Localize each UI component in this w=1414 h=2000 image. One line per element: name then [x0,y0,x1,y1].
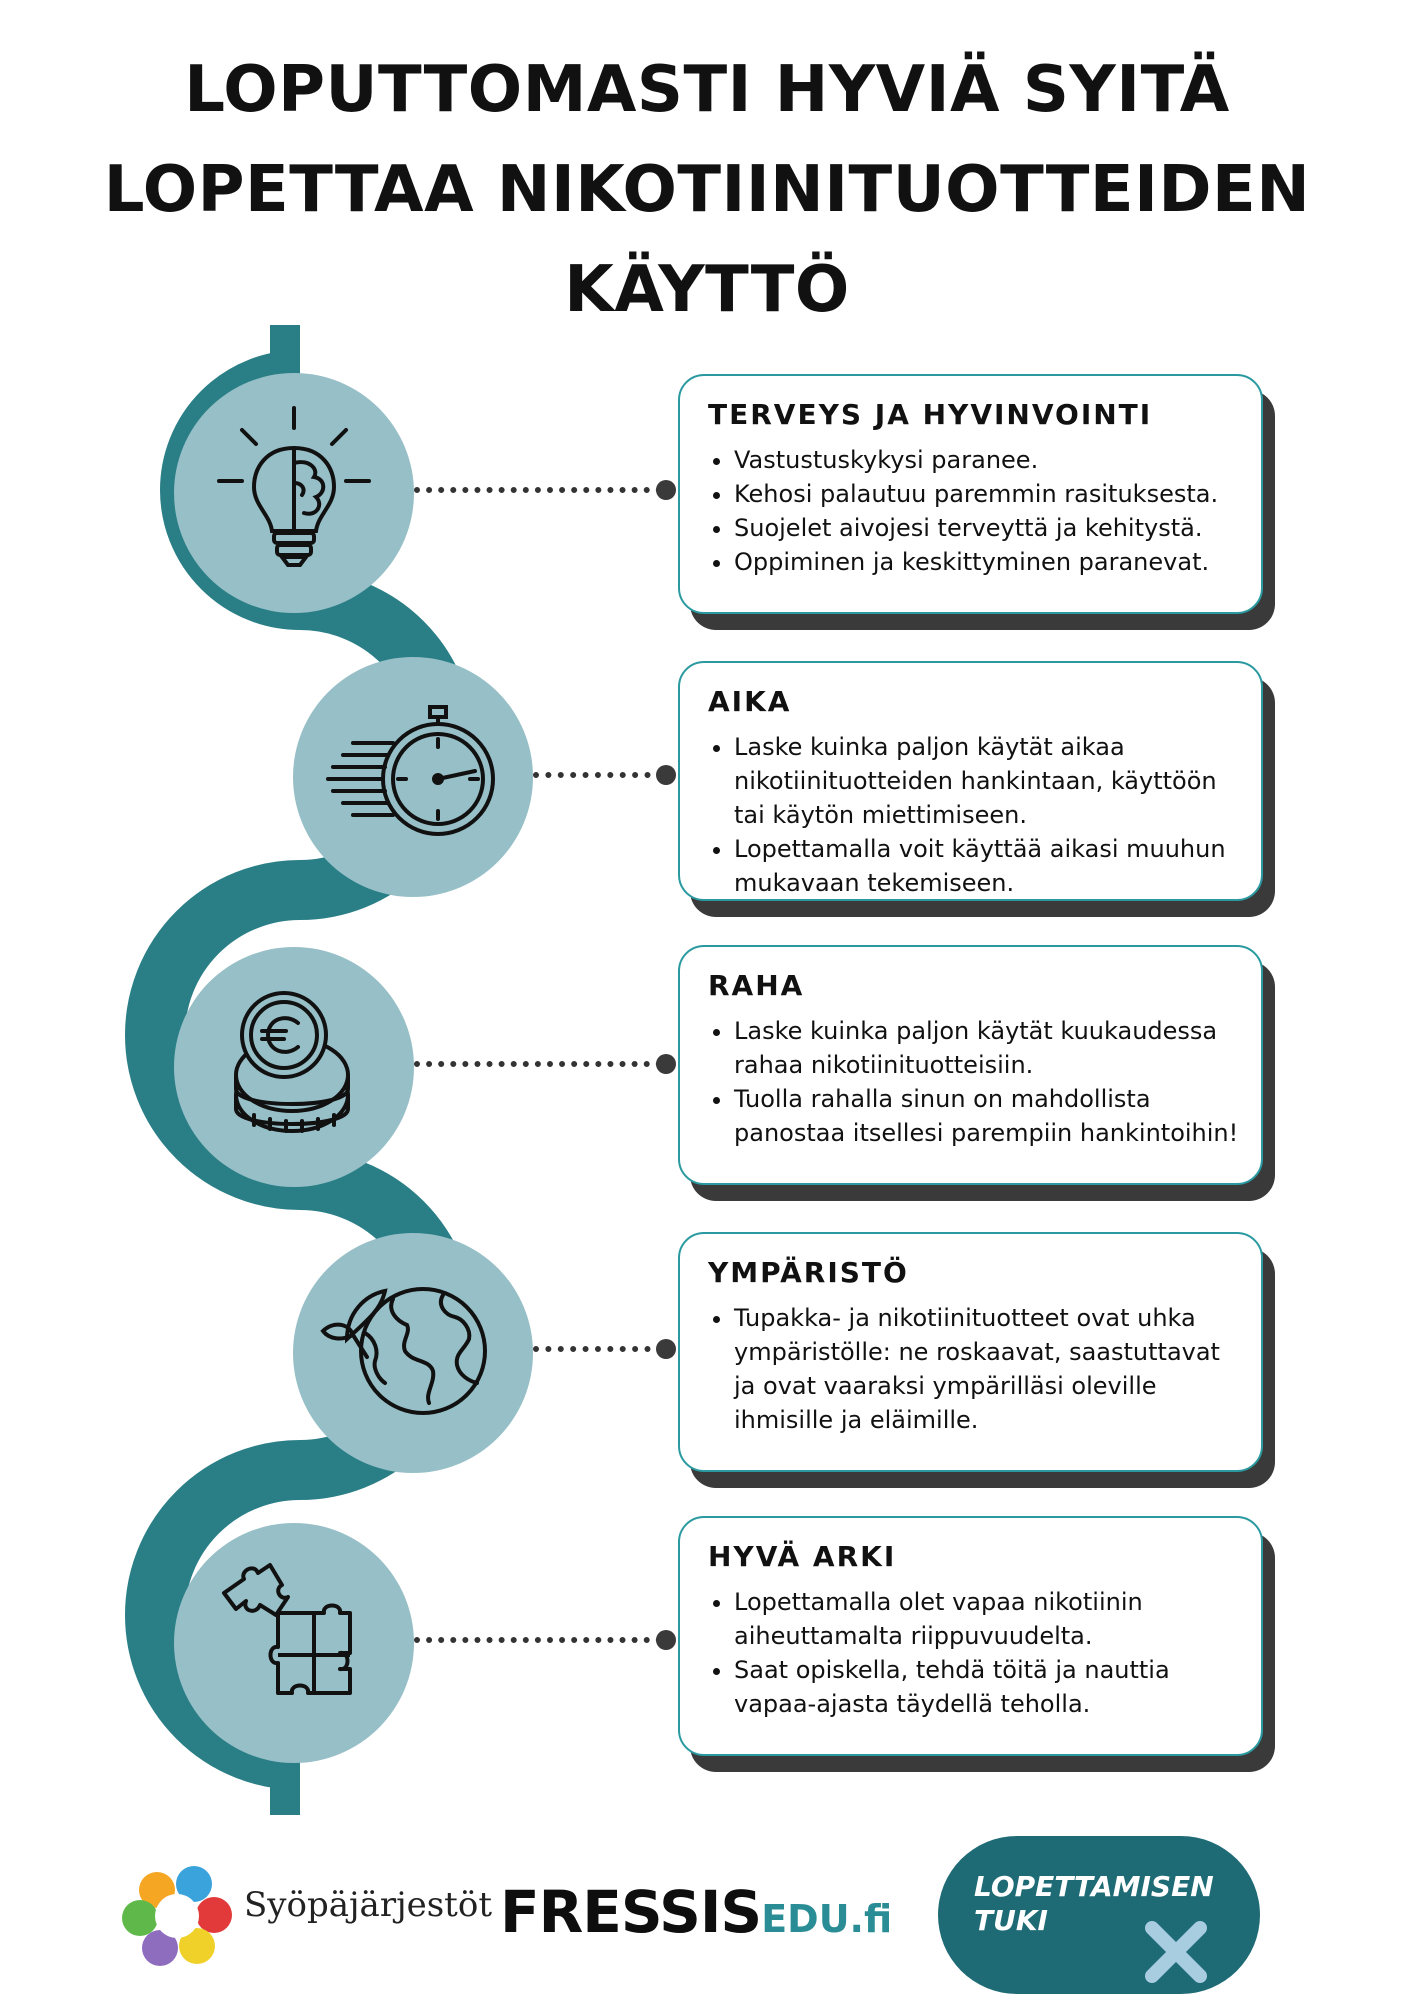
card-time [678,661,1263,901]
syopajarjestot-logo [122,1860,232,1970]
connector-4 [533,1346,663,1352]
connector-5 [414,1637,662,1643]
card-heading: AIKA [708,685,792,718]
card-heading: TERVEYS JA HYVINVOINTI [708,398,1153,431]
connector-dot-5 [656,1630,676,1650]
circle-good-life [174,1523,414,1763]
connector-dot-3 [656,1054,676,1074]
stopwatch-icon [293,657,533,897]
bullet-list [708,1014,1241,1150]
list-item: • Laske kuinka paljon käytät kuukaudessa rahaa nikotiinituotteisiin. [734,1014,1241,1082]
connector-dot-1 [656,480,676,500]
connector-dot-2 [656,765,676,785]
tuki-line-2: TUKI [974,1904,1048,1937]
fressis-logo [500,1878,892,1946]
syopajarjestot-name: Syöpäjärjestöt [244,1885,492,1925]
circle-environment [293,1233,533,1473]
lightbulb-brain-icon [174,373,414,613]
circle-time [293,657,533,897]
tuki-line-1: LOPETTAMISEN [974,1870,1214,1903]
list-item: • Kehosi palautuu paremmin rasituksesta. [734,477,1241,511]
card-heading: HYVÄ ARKI [708,1540,897,1573]
globe-leaf-icon [293,1233,533,1473]
bullet-list [708,443,1241,579]
circle-money [174,947,414,1187]
list-item: • Oppiminen ja keskittyminen paranevat. [734,545,1241,579]
fressis-main: FRESSIS [500,1878,762,1946]
bullet-list [708,1301,1241,1437]
title-line-1: LOPUTTOMASTI HYVIÄ SYITÄ [184,53,1230,127]
title-line-3: KÄYTTÖ [564,253,850,327]
circle-health [174,373,414,613]
euro-coins-icon [174,947,414,1187]
card-heading: YMPÄRISTÖ [708,1256,909,1289]
x-mark-icon [1138,1914,1218,1994]
bullet-list [708,1585,1241,1721]
card-good-life [678,1516,1263,1756]
list-item: • Tuolla rahalla sinun on mahdollista panostaa itsellesi parempiin hankintoihin! [734,1082,1241,1150]
connector-2 [533,772,663,778]
lopettamisen-tuki-badge [938,1836,1260,1994]
bullet-list [708,730,1241,900]
card-money [678,945,1263,1185]
list-item: • Suojelet aivojesi terveyttä ja kehitystä. [734,511,1241,545]
connector-3 [414,1061,662,1067]
title-line-2: LOPETTAA NIKOTIINITUOTTEIDEN [103,153,1311,227]
list-item: • Lopettamalla olet vapaa nikotiinin aiheuttamalta riippuvuudelta. [734,1585,1241,1653]
fressis-edu: EDU.fi [761,1897,893,1941]
list-item: • Vastustuskykysi paranee. [734,443,1241,477]
list-item: • Laske kuinka paljon käytät aikaa nikotiinituotteiden hankintaan, käyttöön tai käytön miettimiseen. [734,730,1241,832]
connector-dot-4 [656,1339,676,1359]
puzzle-icon [174,1523,414,1763]
list-item: • Lopettamalla voit käyttää aikasi muuhun mukavaan tekemiseen. [734,832,1241,900]
card-health [678,374,1263,614]
connector-1 [414,487,662,493]
card-environment [678,1232,1263,1472]
list-item: • Saat opiskella, tehdä töitä ja nauttia vapaa-ajasta täydellä teholla. [734,1653,1241,1721]
list-item: • Tupakka- ja nikotiinituotteet ovat uhka ympäristölle: ne roskaavat, saastuttavat ja ovat vaaraksi ympärilläsi oleville ihmisille ja eläimille. [734,1301,1241,1437]
card-heading: RAHA [708,969,805,1002]
